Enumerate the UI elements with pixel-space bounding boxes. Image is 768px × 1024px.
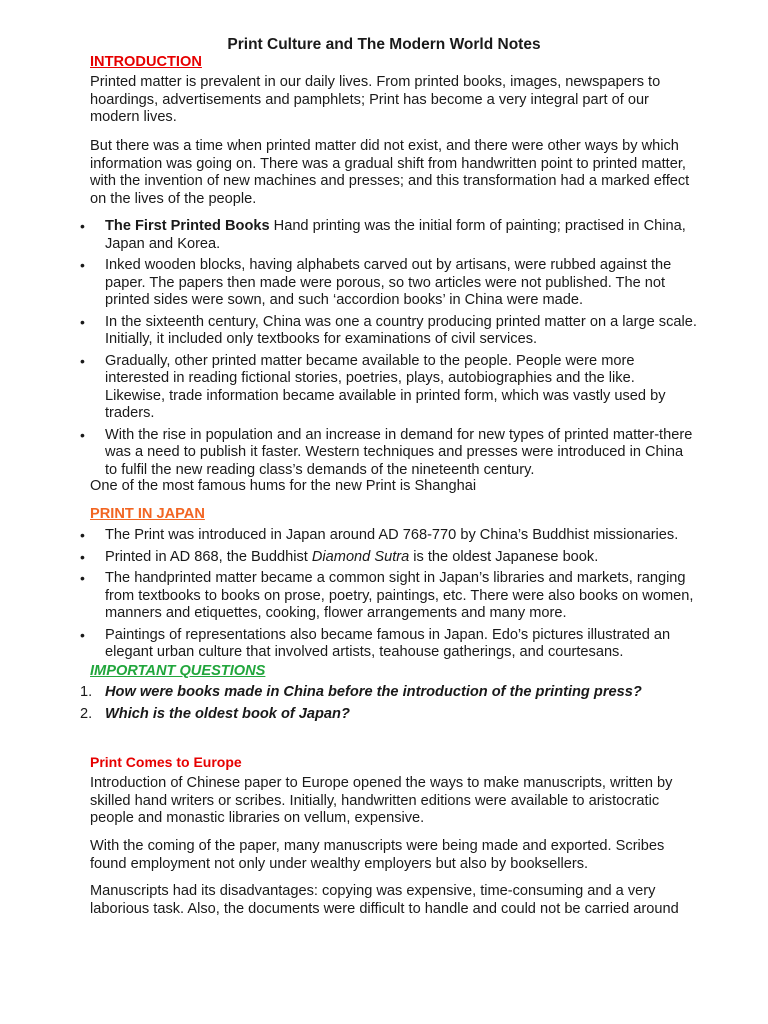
diamond-sutra-title: Diamond Sutra — [311, 548, 410, 565]
introduction-paragraph-2: But there was a time when printed matter did not exist, and there were other ways by which information was going on. There was a gradual shift from handwritten point to printed matter, with the invention of new machines and presses; and this transformation had a marked effect on the lives of the people. — [90, 138, 690, 207]
question-item — [78, 684, 698, 702]
print-in-japan-heading: PRINT IN JAPAN — [90, 506, 205, 522]
japan-bullet-list — [78, 527, 698, 666]
list-item: • In the sixteenth century, China was one a country producing printed matter on a large scale. Initially, it included only textbooks for examinations of civil services. — [78, 314, 698, 349]
list-item: • The Print was introduced in Japan around AD 768-770 by China’s Buddhist missionaries. — [78, 527, 698, 545]
list-item: • Paintings of representations also became famous in Japan. Edo’s pictures illustrated an elegant urban culture that involved artists, teahouse gatherings, and courtesans. — [78, 627, 698, 662]
list-item: • Inked wooden blocks, having alphabets carved out by artisans, were rubbed against the paper. The papers then made were porous, so two articles were not published. The not printed sides were sown, and such ‘accordion books’ in China were made. — [78, 257, 698, 310]
list-item-text: Printed in AD 868, the Buddhist — [105, 548, 312, 565]
list-item — [78, 549, 698, 567]
list-item-text: Hand printing was the initial form of painting; practised in China, Japan and Korea. — [105, 218, 686, 252]
europe-paragraph-2: With the coming of the paper, many manuscripts were being made and exported. Scribes found employment not only under wealthy employers but also by booksellers. — [90, 838, 665, 872]
print-comes-to-europe-heading: Print Comes to Europe — [90, 754, 242, 770]
question-text: How were books made in China before the introduction of the printing press? — [105, 684, 642, 700]
page-title: Print Culture and The Modern World Notes — [227, 36, 541, 53]
questions-list — [78, 684, 698, 727]
question-number: 1. — [80, 684, 93, 700]
question-text: Which is the oldest book of Japan? — [105, 705, 350, 722]
first-printed-books-label: The First Printed Books — [105, 218, 270, 234]
list-item: • Gradually, other printed matter became available to the people. People were more interested in reading fictional stories, poetries, plays, autobiographies and the like. Likewise, trade information became available in printed form, which was vastly used by traders. — [78, 353, 698, 423]
important-questions-heading: IMPORTANT QUESTIONS — [90, 663, 266, 679]
introduction-paragraph-1: Printed matter is prevalent in our daily lives. From printed books, images, newspapers to hoardings, advertisements and pamphlets; Print has become a very integral part of our modern lives. — [90, 74, 661, 125]
list-item: • With the rise in population and an increase in demand for new types of printed matter-there was a need to publish it faster. Western techniques and presses were introduced in China to fulfil the new reading class’s demands of the nineteenth century. — [78, 427, 698, 480]
question-item — [78, 706, 698, 724]
shanghai-line: One of the most famous hums for the new Print is Shanghai — [90, 478, 477, 494]
china-bullet-list — [78, 218, 698, 483]
introduction-heading: INTRODUCTION — [90, 54, 202, 70]
europe-paragraph-1: Introduction of Chinese paper to Europe opened the ways to make manuscripts, written by skilled hand writers or scribes. Initially, handwritten editions were available to aristocratic people and monastic libraries on vellum, expensive. — [90, 775, 673, 826]
list-item — [78, 218, 698, 253]
question-number: 2. — [80, 705, 93, 722]
europe-paragraph-3: Manuscripts had its disadvantages: copying was expensive, time-consuming and a very laborious task. Also, the documents were difficult to handle and could not be carried around — [90, 883, 679, 917]
list-item-text: is the oldest Japanese book. — [409, 548, 599, 565]
list-item: • The handprinted matter became a common sight in Japan’s libraries and markets, ranging from textbooks to books on prose, poetry, paintings, etc. There were also books on women, manners and etiquettes, cooking, flower arrangements and many more. — [78, 570, 698, 623]
